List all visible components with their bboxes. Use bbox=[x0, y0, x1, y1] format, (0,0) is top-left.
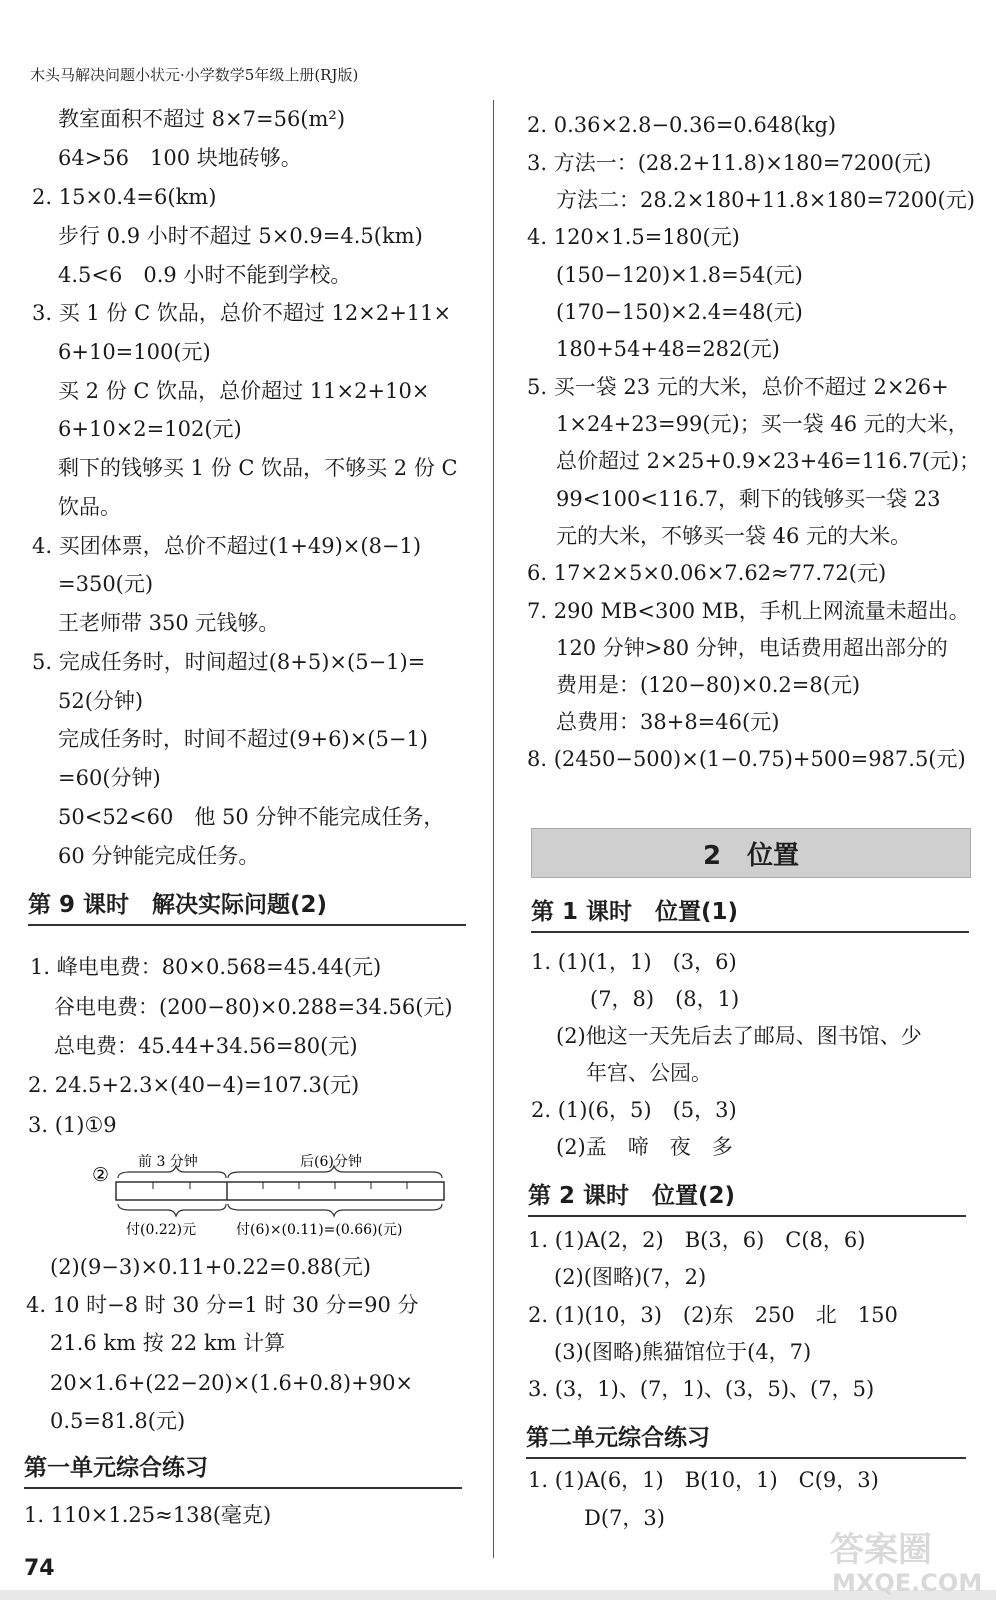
diagram-pay-before: 付(0.22)元 bbox=[126, 1222, 197, 1238]
right-line: 6. 17×2×5×0.06×7.62≈77.72(元) bbox=[527, 561, 887, 585]
time-segment-diagram bbox=[90, 1152, 462, 1248]
right-line: 99<100<116.7，剩下的钱够买一袋 23 bbox=[556, 487, 941, 511]
right-line: 7. 290 MB<300 MB，手机上网流量未超出。 bbox=[527, 599, 970, 623]
left-line: 0.5=81.8(元) bbox=[50, 1409, 186, 1433]
brace-after bbox=[228, 1166, 442, 1178]
diagram-pay-after: 付(6)×(0.11)=(0.66)(元) bbox=[236, 1222, 403, 1238]
left-line: 2. 24.5+2.3×(40−4)=107.3(元) bbox=[28, 1073, 360, 1097]
left-line: 52(分钟) bbox=[58, 689, 144, 713]
left-line: 6+10×2=102(元) bbox=[58, 417, 242, 441]
right-line: 3. 方法一：(28.2+11.8)×180=7200(元) bbox=[527, 151, 932, 175]
left-line: 1. 110×1.25≈138(毫克) bbox=[24, 1503, 272, 1527]
left-line: 完成任务时，时间不超过(9+6)×(5−1) bbox=[58, 727, 429, 751]
column-divider bbox=[493, 100, 494, 1558]
left-line: 4.5<6 0.9 小时不能到学校。 bbox=[58, 263, 352, 287]
left-line: 1. 峰电电费：80×0.568=45.44(元) bbox=[30, 955, 382, 979]
right-line: (2)他这一天先后去了邮局、图书馆、少 bbox=[556, 1024, 922, 1048]
section-title-unit1-review: 第一单元综合练习 bbox=[24, 1453, 462, 1489]
left-line: 教室面积不超过 8×7=56(m²) bbox=[58, 107, 346, 131]
left-line: 4. 买团体票，总价不超过(1+49)×(8−1) bbox=[32, 534, 422, 558]
right-line: 年宫、公园。 bbox=[586, 1061, 712, 1085]
brace-pay-before bbox=[118, 1204, 226, 1216]
section-title-lesson1: 第 1 课时 位置(1) bbox=[531, 897, 969, 933]
right-line: D(7，3) bbox=[584, 1506, 665, 1530]
right-line: 1. (1)A(2，2) B(3，6) C(8，6) bbox=[528, 1228, 866, 1252]
right-line: (170−150)×2.4=48(元) bbox=[556, 300, 803, 324]
left-line: 20×1.6+(22−20)×(1.6+0.8)+90× bbox=[50, 1371, 414, 1395]
right-line: 费用是：(120−80)×0.2=8(元) bbox=[556, 673, 861, 697]
left-line: =60(分钟) bbox=[58, 766, 161, 790]
left-line: 谷电电费：(200−80)×0.288=34.56(元) bbox=[54, 995, 453, 1019]
right-line: 总费用：38+8=46(元) bbox=[556, 710, 780, 734]
right-line: 1. (1)A(6，1) B(10，1) C(9，3) bbox=[528, 1468, 879, 1492]
left-line: 60 分钟能完成任务。 bbox=[58, 844, 260, 868]
right-line: 总价超过 2×25+0.9×23+46=116.7(元)； bbox=[556, 449, 981, 473]
time-bar bbox=[116, 1182, 444, 1200]
unit-2-banner: 2 位置 bbox=[531, 828, 971, 878]
left-line: 总电费：45.44+34.56=80(元) bbox=[54, 1034, 358, 1058]
left-line: 王老师带 350 元钱够。 bbox=[58, 611, 280, 635]
diagram-marker: ② bbox=[92, 1164, 110, 1186]
left-line: 3. 买 1 份 C 饮品，总价不超过 12×2+11× bbox=[32, 301, 452, 325]
diagram-label-after: 后(6)分钟 bbox=[300, 1154, 362, 1170]
left-line: 2. 15×0.4=6(km) bbox=[32, 185, 217, 209]
right-line: (7，8) (8，1) bbox=[590, 987, 740, 1011]
right-line: 2. (1)(10，3) (2)东 250 北 150 bbox=[528, 1303, 898, 1327]
left-line: 步行 0.9 小时不超过 5×0.9=4.5(km) bbox=[58, 224, 423, 248]
section-title-lesson9: 第 9 课时 解决实际问题(2) bbox=[28, 890, 466, 926]
section-title-lesson2: 第 2 课时 位置(2) bbox=[528, 1181, 966, 1217]
running-header: 木头马解决问题小状元·小学数学5年级上册(RJ版) bbox=[30, 66, 359, 84]
left-line: (2)(9−3)×0.11+0.22=0.88(元) bbox=[50, 1255, 371, 1279]
right-line: 1. (1)(1，1) (3，6) bbox=[531, 950, 737, 974]
right-line: 元的大米，不够买一袋 46 元的大米。 bbox=[556, 524, 912, 548]
left-line: 饮品。 bbox=[58, 495, 121, 519]
right-line: 120 分钟>80 分钟，电话费用超出部分的 bbox=[556, 636, 948, 660]
left-line: 6+10=100(元) bbox=[58, 340, 211, 364]
right-line: 4. 120×1.5=180(元) bbox=[527, 225, 740, 249]
left-line: 50<52<60 他 50 分钟不能完成任务， bbox=[58, 805, 445, 829]
right-line: 方法二：28.2×180+11.8×180=7200(元) bbox=[556, 188, 975, 212]
right-line: (2)(图略)(7，2) bbox=[554, 1265, 707, 1289]
right-line: 180+54+48=282(元) bbox=[556, 337, 780, 361]
right-line: 8. (2450−500)×(1−0.75)+500=987.5(元) bbox=[527, 747, 966, 771]
watermark-logo bbox=[820, 1525, 990, 1597]
brace-pay-after bbox=[228, 1204, 442, 1216]
right-line: (150−120)×1.8=54(元) bbox=[556, 263, 803, 287]
left-line: 剩下的钱够买 1 份 C 饮品，不够买 2 份 C bbox=[58, 456, 458, 480]
left-line: 64>56 100 块地砖够。 bbox=[58, 146, 302, 170]
right-line: (3)(图略)熊猫馆位于(4，7) bbox=[554, 1340, 812, 1364]
right-line: 2. (1)(6，5) (5，3) bbox=[531, 1098, 737, 1122]
left-line: 4. 10 时−8 时 30 分=1 时 30 分=90 分 bbox=[26, 1293, 419, 1317]
right-line: 5. 买一袋 23 元的大米，总价不超过 2×26+ bbox=[527, 375, 949, 399]
left-line: 21.6 km 按 22 km 计算 bbox=[50, 1331, 286, 1355]
diagram-label-before: 前 3 分钟 bbox=[138, 1154, 198, 1170]
watermark-en: MXQE.COM bbox=[832, 1569, 983, 1597]
right-line: 2. 0.36×2.8−0.36=0.648(kg) bbox=[527, 113, 837, 137]
page-number: 74 bbox=[24, 1556, 55, 1581]
left-line: 买 2 份 C 饮品，总价超过 11×2+10× bbox=[58, 379, 430, 403]
left-line: 5. 完成任务时，时间超过(8+5)×(5−1)= bbox=[32, 650, 426, 674]
left-line: =350(元) bbox=[58, 572, 154, 596]
right-line: 1×24+23=99(元)；买一袋 46 元的大米， bbox=[556, 412, 969, 436]
right-line: 3. (3，1)、(7，1)、(3，5)、(7，5) bbox=[528, 1377, 875, 1401]
right-line: (2)孟 啼 夜 多 bbox=[556, 1135, 733, 1159]
watermark-cn: 答案圈 bbox=[830, 1530, 932, 1570]
section-title-unit2-review: 第二单元综合练习 bbox=[526, 1423, 966, 1459]
left-line: 3. (1)①9 bbox=[28, 1113, 117, 1137]
